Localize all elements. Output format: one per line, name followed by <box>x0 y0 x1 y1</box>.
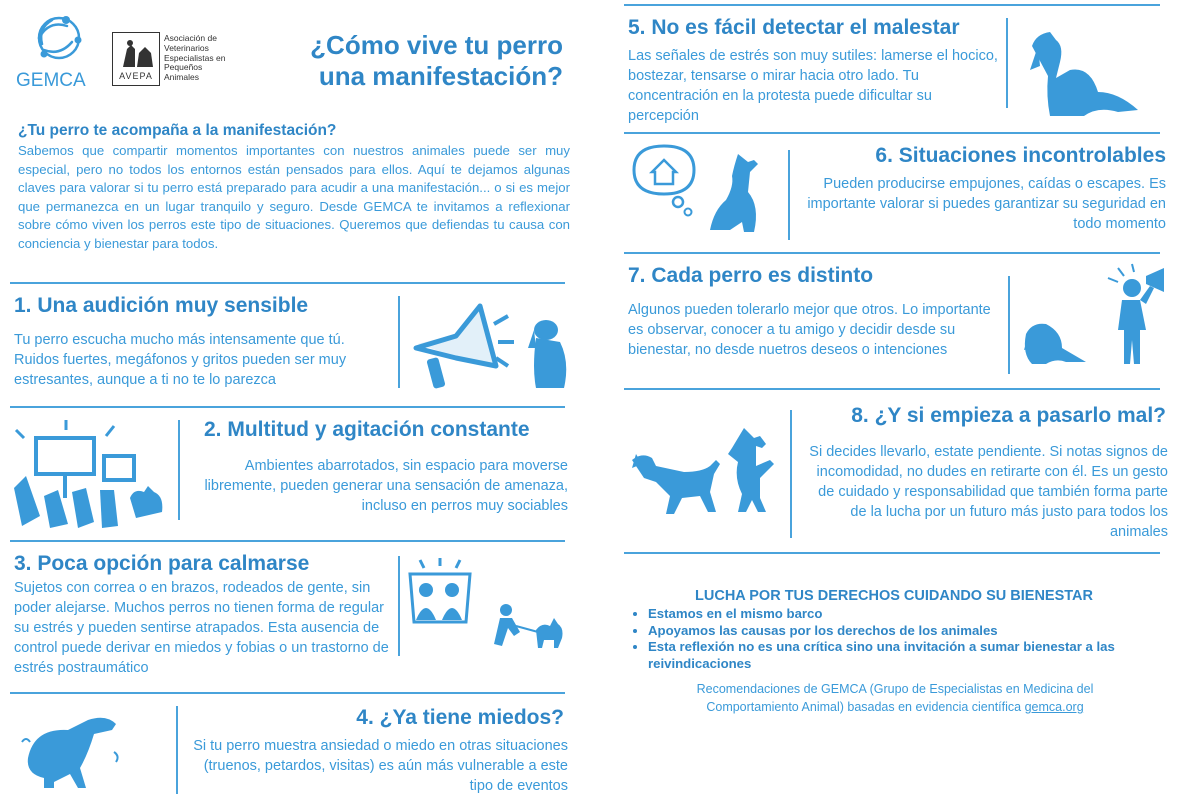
gemca-swirl-icon <box>14 8 104 68</box>
section-4-text: Si tu perro muestra ansiedad o miedo en otras situaciones (truenos, petardos, visitas) es aún más vulnerable a este tipo de eventos <box>193 738 568 794</box>
scared-dog-icon <box>18 708 130 792</box>
closing-bullet: • Apoyamos las causas por los derechos de los animales <box>648 623 1170 640</box>
section-2-illustration <box>10 418 180 530</box>
section-1-title: 1. Una audición muy sensible <box>14 294 309 317</box>
divider <box>10 406 565 408</box>
section-1-dog <box>520 318 568 390</box>
gemca-link[interactable]: gemca.org <box>1024 700 1084 714</box>
avepa-line: Animales <box>164 72 199 83</box>
section-6-text: Pueden producirse empujones, caídas o escapes. Es importante valorar si puedes garantizar su seguridad en todo momento <box>807 176 1166 232</box>
house-icon <box>652 160 676 184</box>
divider-vertical <box>1006 18 1008 108</box>
sad-dog-icon <box>1024 24 1160 124</box>
divider <box>624 552 1160 554</box>
closing-list <box>630 606 1170 672</box>
section-8-illustration <box>628 420 788 524</box>
divider-vertical <box>788 150 790 240</box>
avepa-name: AVEPA <box>119 71 153 81</box>
home-thought-dog-icon <box>628 140 768 244</box>
section-5-text: Las señales de estrés son muy sutiles: lamerse el hocico, bostezar, tensarse o mirar hacia otro lado. Tu concentración en la protesta puede dificultar su percepción <box>628 48 998 124</box>
section-7-text: Algunos pueden tolerarlo mejor que otros. Lo importante es observar, conocer a tu amigo y decidir desde su bienestar, no desde nuetros deseos o intenciones <box>628 302 991 358</box>
divider <box>624 388 1160 390</box>
leash-crowd-icon <box>406 556 570 656</box>
section-5-illustration <box>1024 24 1160 124</box>
intro-text: Sabemos que compartir momentos importantes con nuestros animales puede ser muy especial, pero no todos los entornos están pensados para ellos. Aquí te dejamos algunas claves para valorar si tu perro está preparado para acudir a una manifestación... o si es mejor que permanezca en un lugar tranquilo y seguro. Desde GEMCA te invitamos a reflexionar sobre cómo viven los perros este tipo de situaciones. Queremos que defiendas tu causa con conciencia y bienestar para todos. <box>18 143 570 251</box>
section-8-text: Si decides llevarlo, estate pendiente. Si notas signos de incomodidad, no dudes en retirarte con él. Es un gesto de cuidado y responsabilidad que también forma parte de la lucha por un futuro más justo para todos los animales <box>809 444 1168 540</box>
divider-vertical <box>1008 276 1010 374</box>
title-line-1: ¿Cómo vive tu perro <box>310 30 563 60</box>
section-3-illustration <box>406 556 570 656</box>
divider-vertical <box>178 420 180 520</box>
divider <box>10 282 565 284</box>
section-3-text: Sujetos con correa o en brazos, rodeados de gente, sin poder alejarse. Muchos perros no tienen forma de regular su estrés y pueden sentirse atrapados. Esta ausencia de control puede derivar en miedos y fobias o un trastorno de estrés postraumático <box>14 580 389 676</box>
dog-and-protester-icon <box>1020 258 1168 372</box>
section-2-text: Ambientes abarrotados, sin espacio para moverse libremente, pueden generar una sensación de amenaza, incluso en perros muy sociables <box>204 458 568 514</box>
avepa-box <box>112 32 160 86</box>
section-3-title: 3. Poca opción para calmarse <box>14 552 310 575</box>
avepa-line: Asociación de <box>164 33 217 43</box>
playing-dogs-icon <box>628 420 788 524</box>
credit-text: Recomendaciones de GEMCA (Grupo de Especialistas en Medicina del Comportamiento Animal) basadas en evidencia científica <box>696 682 1094 714</box>
avepa-line: Pequeños <box>164 62 203 73</box>
section-7-title: 7. Cada perro es distinto <box>628 264 874 287</box>
closing-bullet: • Esta reflexión no es una crítica sino una invitación a sumar bienestar a las reivindicaciones <box>648 639 1170 672</box>
divider-vertical <box>790 410 792 538</box>
section-6-illustration <box>628 140 768 244</box>
section-4-title: 4. ¿Ya tiene miedos? <box>356 706 564 729</box>
section-5-title: 5. No es fácil detectar el malestar <box>628 16 960 39</box>
section-1-text: Tu perro escucha mucho más intensamente que tú. Ruidos fuertes, megáfonos y gritos pueden ser muy estresantes, aunque a ti no te lo parezca <box>14 332 347 388</box>
gemca-name: GEMCA <box>16 70 86 91</box>
section-6-title: 6. Situaciones incontrolables <box>875 144 1166 167</box>
divider <box>624 252 1160 254</box>
divider-vertical <box>398 556 400 656</box>
avepa-logo <box>112 32 272 92</box>
page-title <box>258 30 563 92</box>
avepa-text <box>164 34 225 83</box>
divider-vertical <box>398 296 400 388</box>
sitting-dog-icon <box>520 318 568 390</box>
crowd-protest-icon <box>10 418 180 530</box>
section-4-illustration <box>18 708 130 792</box>
divider <box>10 540 565 542</box>
divider-vertical <box>176 706 178 794</box>
closing-heading: LUCHA POR TUS DERECHOS CUIDANDO SU BIENESTAR <box>695 588 1093 604</box>
avepa-animals-icon <box>113 33 159 73</box>
closing-bullet: • Estamos en el mismo barco <box>648 606 1170 623</box>
divider <box>10 692 565 694</box>
divider <box>624 132 1160 134</box>
avepa-line: Especialistas en <box>164 52 226 63</box>
section-2-title: 2. Multitud y agitación constante <box>204 418 530 441</box>
credit <box>660 680 1130 716</box>
intro-heading: ¿Tu perro te acompaña a la manifestación? <box>18 122 337 139</box>
section-8-title: 8. ¿Y si empieza a pasarlo mal? <box>851 404 1166 427</box>
title-line-2: una manifestación? <box>318 61 563 91</box>
section-7-illustration <box>1020 258 1168 372</box>
divider <box>624 4 1160 6</box>
avepa-line: Veterinarios <box>164 42 209 53</box>
gemca-logo <box>14 8 104 90</box>
